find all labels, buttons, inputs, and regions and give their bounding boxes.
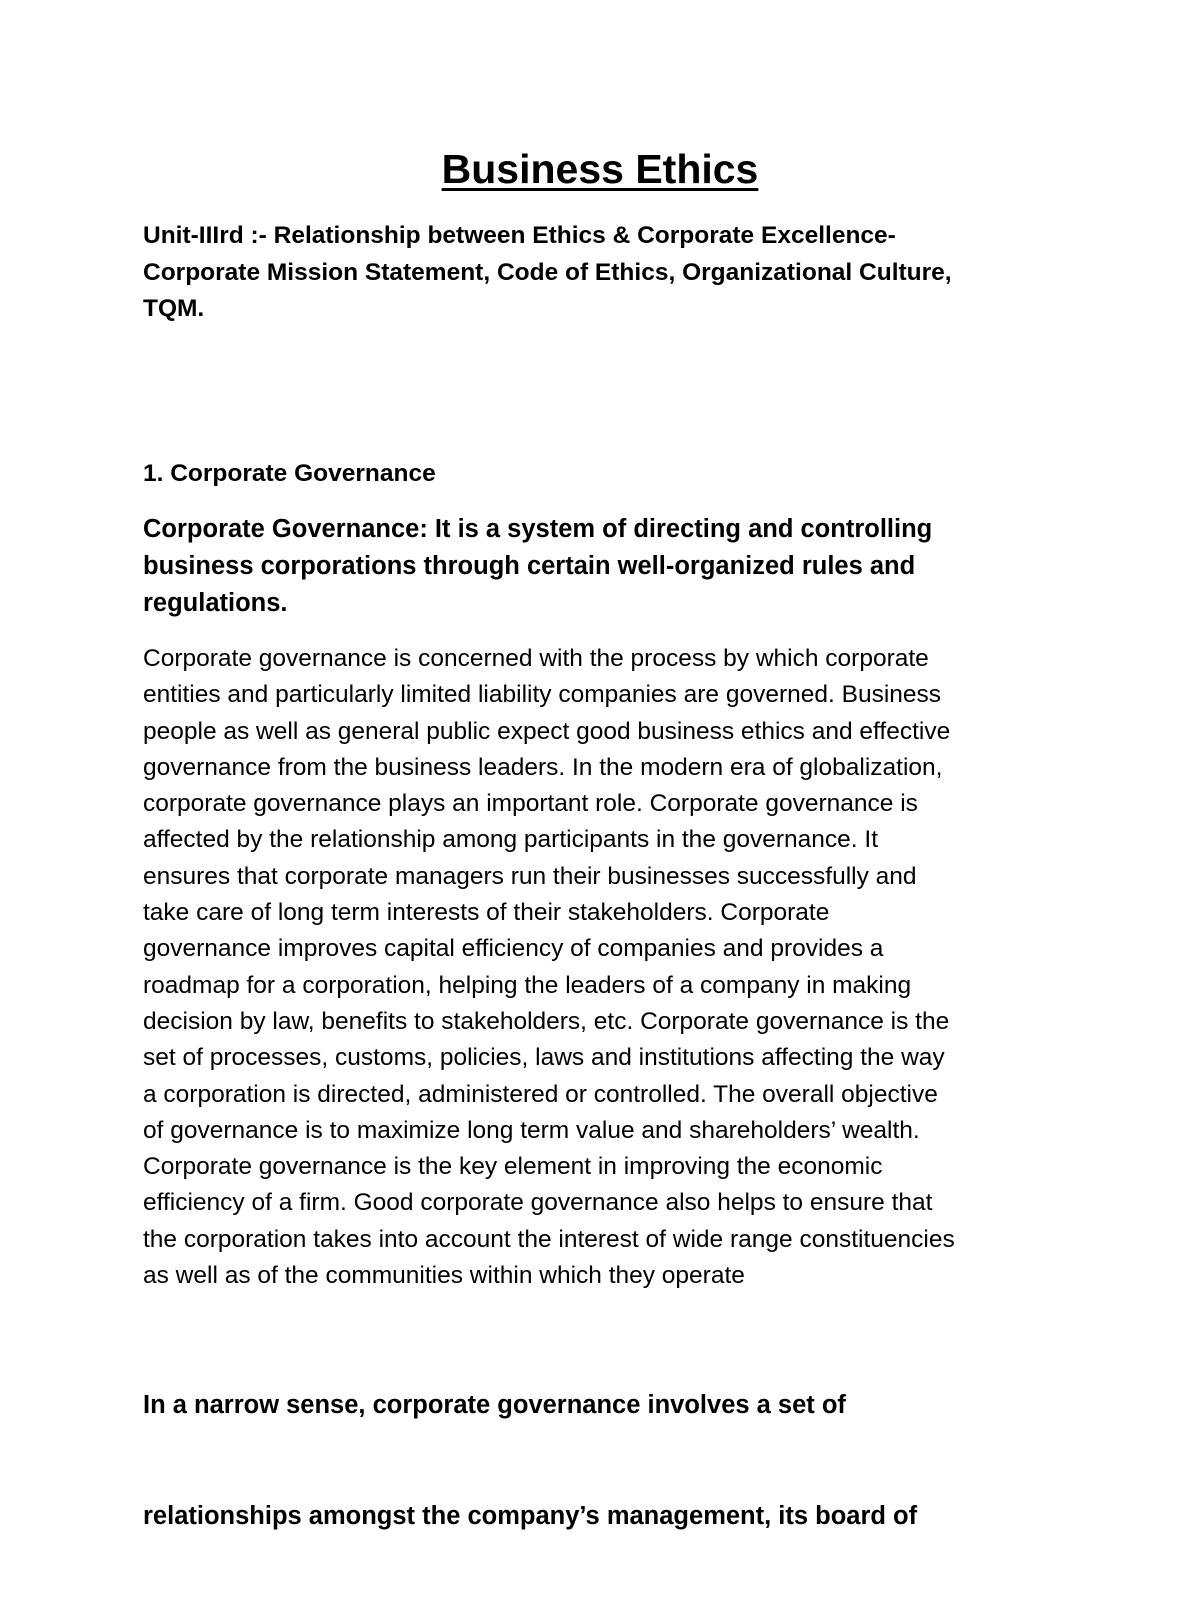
document-title: Business Ethics [441,146,759,192]
definition-paragraph [143,511,1063,622]
body-line: entities and particularly limited liability companies are governed. Business [143,681,942,709]
body-line: governance from the business leaders. In the modern era of globalization, [143,753,943,781]
unit-line: Unit-IIIrd :- Relationship between Ethics & Corporate Excellence- [143,222,896,249]
body-line: affected by the relationship among participants in the governance. It [143,826,879,854]
body-line: people as well as general public expect good business ethics and effective [143,717,951,745]
body-line: a corporation is directed, administered or controlled. The overall objective [143,1080,938,1108]
unit-description [143,218,1063,328]
body-line: governance improves capital efficiency of companies and provides a [143,935,884,963]
body-line: of governance is to maximize long term value and shareholders’ wealth. [143,1116,920,1144]
unit-line: TQM. [143,295,205,322]
body-line: corporate governance plays an important role. Corporate governance is [143,790,918,818]
narrow-line: relationships amongst the company’s management, its board of [143,1502,918,1530]
body-line: ensures that corporate managers run their businesses successfully and [143,862,917,890]
definition-line: Corporate Governance: It is a system of directing and controlling [143,515,933,543]
body-line: set of processes, customs, policies, laws and institutions affecting the way [143,1044,945,1072]
body-line: efficiency of a firm. Good corporate governance also helps to ensure that [143,1189,933,1217]
section-heading: 1. Corporate Governance [143,460,436,487]
definition-line: regulations. [143,589,288,617]
body-line: take care of long term interests of their stakeholders. Corporate [143,899,830,927]
body-line: Corporate governance is concerned with the process by which corporate [143,645,929,672]
narrow-sense-paragraph [143,1313,1063,1609]
body-line: Corporate governance is the key element in improving the economic [143,1153,883,1181]
body-line: decision by law, benefits to stakeholders, etc. Corporate governance is the [143,1007,950,1035]
body-line: roadmap for a corporation, helping the leaders of a company in making [143,971,912,999]
body-paragraph [143,641,1078,1294]
narrow-line: In a narrow sense, corporate governance involves a set of [143,1391,846,1419]
body-line: the corporation takes into account the interest of wide range constituencies [143,1225,955,1253]
definition-line: business corporations through certain well-organized rules and [143,552,916,580]
unit-line: Corporate Mission Statement, Code of Ethics, Organizational Culture, [143,258,952,286]
body-line: as well as of the communities within which they operate [143,1262,745,1290]
